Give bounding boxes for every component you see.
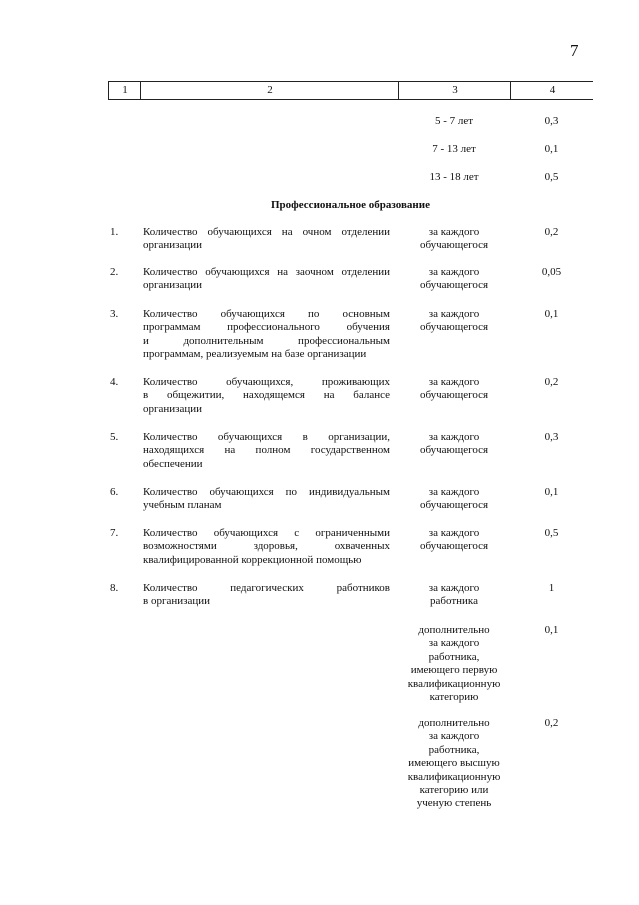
item-description-line: учебным планам	[143, 499, 222, 512]
age-range-cell: 7 - 13 лет	[432, 143, 476, 155]
item-description	[143, 527, 390, 567]
item-description-line: в организации	[143, 595, 210, 608]
unit-cell	[398, 717, 510, 811]
unit-line: работника	[430, 595, 478, 608]
unit-line: за каждого	[428, 527, 480, 539]
section-title: Профессиональное образование	[271, 199, 430, 211]
item-description-line: Количество обучающихся по индивидуальным	[143, 486, 390, 498]
item-number: 3.	[110, 308, 119, 320]
unit-line: имеющего первую	[410, 664, 498, 677]
unit-cell	[398, 431, 510, 458]
item-number: 1.	[110, 226, 119, 238]
unit-line: дополнительно	[418, 624, 490, 636]
header-cell-4: 4	[510, 82, 594, 99]
unit-line: за каждого	[428, 486, 480, 498]
item-description-line: Количество обучающихся в организации,	[143, 431, 390, 443]
unit-cell	[398, 308, 510, 335]
unit-line: дополнительно	[418, 717, 490, 729]
item-description-line: организации	[143, 279, 203, 292]
item-number: 2.	[110, 266, 119, 278]
item-description-line: Количество обучающихся с ограниченными	[143, 527, 390, 539]
header-cell-2: 2	[140, 82, 399, 99]
unit-line: обучающегося	[419, 499, 489, 512]
item-description-line: программам профессионального обучения	[143, 321, 390, 334]
age-range-cell: 5 - 7 лет	[434, 115, 474, 127]
unit-line: за каждого	[428, 308, 480, 320]
item-description-line: возможностями здоровья, охваченных	[143, 540, 390, 553]
item-description-line: находящихся на полном государственном	[143, 444, 390, 457]
unit-line: обучающегося	[419, 279, 489, 292]
coefficient-cell: 1	[548, 582, 555, 594]
unit-cell	[398, 624, 510, 704]
item-number: 6.	[110, 486, 119, 498]
item-description	[143, 582, 390, 609]
item-description	[143, 431, 390, 471]
item-description-line: Количество обучающихся на заочном отделении	[143, 266, 390, 278]
unit-line: за каждого	[428, 376, 480, 388]
unit-line: обучающегося	[419, 239, 489, 252]
coefficient-cell: 0,1	[544, 143, 559, 155]
unit-cell	[398, 582, 510, 609]
age-range-cell: 13 - 18 лет	[429, 171, 479, 183]
unit-line: за каждого	[428, 637, 480, 650]
coefficient-cell: 0,5	[544, 171, 559, 183]
coefficient-cell: 0,3	[544, 115, 559, 127]
unit-cell	[398, 376, 510, 403]
item-description	[143, 226, 390, 253]
header-cell-3: 3	[398, 82, 511, 99]
unit-line: квалификационную	[407, 770, 501, 783]
coefficient-cell: 0,3	[544, 431, 559, 443]
item-description-line: Количество обучающихся на очном отделении	[143, 226, 390, 238]
unit-line: за каждого	[428, 582, 480, 594]
unit-line: за каждого	[428, 266, 480, 278]
unit-line: за каждого	[428, 730, 480, 743]
header-cell-1: 1	[108, 82, 141, 99]
unit-line: обучающегося	[419, 389, 489, 402]
table-header-row	[108, 81, 593, 100]
item-description-line: организации	[143, 402, 203, 415]
item-number: 5.	[110, 431, 119, 443]
item-description	[143, 486, 390, 513]
item-description-line: Количество обучающихся, проживающих	[143, 376, 390, 388]
item-description-line: квалифицированной коррекционной помощью	[143, 553, 362, 566]
item-description	[143, 308, 390, 362]
item-description-line: Количество педагогических работников	[143, 582, 390, 594]
item-description	[143, 376, 390, 416]
item-description-line: Количество обучающихся по основным	[143, 308, 390, 320]
item-description-line: в общежитии, находящемся на балансе	[143, 389, 390, 402]
page-number: 7	[570, 41, 579, 60]
item-number: 7.	[110, 527, 119, 539]
item-description	[143, 266, 390, 293]
unit-cell	[398, 527, 510, 554]
unit-line: работника,	[428, 650, 480, 663]
item-description-line: обеспечении	[143, 457, 203, 470]
unit-cell	[398, 266, 510, 293]
unit-line: обучающегося	[419, 540, 489, 553]
coefficient-cell: 0,1	[544, 486, 559, 498]
coefficient-cell: 0,1	[544, 308, 559, 320]
unit-line: имеющего высшую	[408, 757, 500, 770]
item-description-line: программам, реализуемым на базе организации	[143, 348, 367, 361]
unit-line: ученую степень	[416, 797, 492, 810]
coefficient-cell: 0,2	[544, 226, 559, 238]
item-number: 8.	[110, 582, 119, 594]
coefficient-cell: 0,5	[544, 527, 559, 539]
coefficient-cell: 0,2	[544, 717, 559, 729]
unit-line: за каждого	[428, 226, 480, 238]
unit-cell	[398, 486, 510, 513]
item-description-line: организации	[143, 239, 203, 252]
coefficient-cell: 0,05	[541, 266, 562, 278]
unit-line: за каждого	[428, 431, 480, 443]
item-description-line: и дополнительным профессиональным	[143, 334, 390, 347]
unit-line: категорию или	[419, 784, 489, 797]
unit-line: обучающегося	[419, 444, 489, 457]
coefficient-cell: 0,1	[544, 624, 559, 636]
coefficient-cell: 0,2	[544, 376, 559, 388]
unit-line: работника,	[428, 743, 480, 756]
unit-line: квалификационную	[407, 677, 501, 690]
unit-line: обучающегося	[419, 321, 489, 334]
unit-cell	[398, 226, 510, 253]
item-number: 4.	[110, 376, 119, 388]
unit-line: категорию	[429, 691, 479, 704]
